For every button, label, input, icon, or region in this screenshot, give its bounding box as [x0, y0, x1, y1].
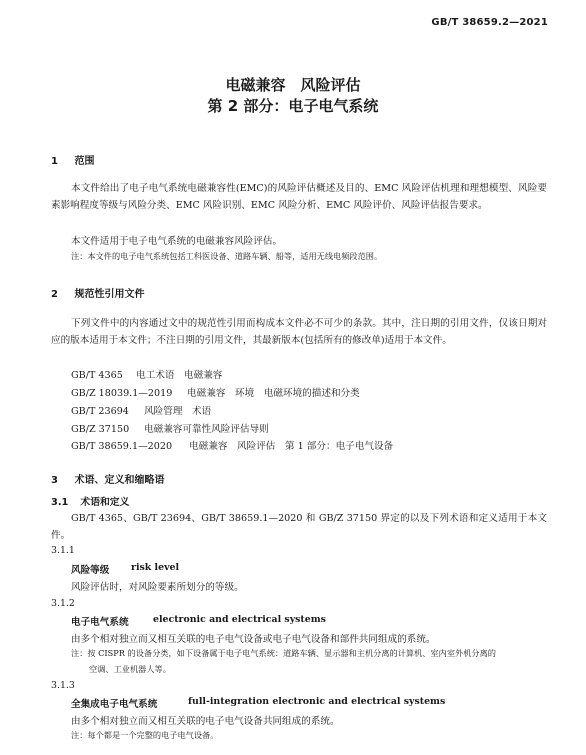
subsection-title: 术语和定义 [80, 497, 130, 508]
term-chinese: 风险等级 [71, 565, 110, 576]
reference-code: GB/T 38659.1—2020 [71, 441, 173, 452]
term-english: electronic and electrical systems [153, 614, 326, 625]
reference-title: 电工术语 电磁兼容 [136, 370, 223, 381]
scope-paragraph: 本文件给出了电子电气系统电磁兼容性(EMC)的风险评估概述及目的、EMC 风险评估机理和理想模型、风险要素影响程度等级与风险分类、EMC 风险识别、EMC 风险分析、EMC 风险评价、风险评估报告要求。 [51, 183, 547, 211]
term-chinese: 全集成电子电气系统 [71, 699, 158, 710]
section-number: 3 [51, 475, 58, 486]
reference-title: 电磁兼容 环境 电磁环境的描述和分类 [187, 388, 360, 399]
section-heading-normative-references [51, 285, 144, 300]
reference-code: GB/T 4365 [71, 370, 123, 381]
term-english: risk level [131, 562, 180, 573]
term-definition: 由多个相对独立而又相互关联的电子电气设备共同组成的系统。 [71, 716, 340, 727]
term-note: 注：按 CISPR 的设备分类，如下设备属于电子电气系统：道路车辆、显示器和主机分离的计算机、室内室外机分离的 [71, 648, 496, 658]
reference-code: GB/Z 37150 [71, 424, 130, 435]
section-number: 2 [51, 289, 58, 300]
subsection-number: 3.1 [51, 497, 69, 508]
reference-title: 风险管理 术语 [144, 406, 212, 417]
term-english: full-integration electronic and electrical systems [188, 696, 446, 707]
scope-note: 注：本文件的电子电气系统包括工科医设备、道路车辆、船等，适用无线电频段范围。 [71, 251, 383, 261]
section-heading-scope [51, 152, 94, 167]
term-definition: 风险评估时，对风险要素所划分的等级。 [71, 582, 244, 593]
term-definition: 由多个相对独立而又相互关联的电子电气设备或电子电气设备和部件共同组成的系统。 [71, 634, 436, 645]
clause-number: 3.1.3 [51, 680, 75, 691]
section-title: 规范性引用文件 [74, 289, 145, 300]
section-heading-terms [51, 471, 164, 486]
scope-applicability: 本文件适用于电子电气系统的电磁兼容风险评估。 [71, 236, 283, 247]
reference-title: 电磁兼容 风险评估 第 1 部分：电子电气设备 [189, 441, 394, 452]
document-subtitle: 第 2 部分：电子电气系统 [207, 97, 379, 115]
term-chinese: 电子电气系统 [71, 617, 129, 628]
subsection-heading-terms-definitions [51, 494, 129, 508]
section-title: 范围 [74, 156, 95, 167]
reference-code: GB/Z 18039.1—2019 [71, 388, 173, 399]
section-number: 1 [51, 156, 58, 167]
reference-item [71, 403, 211, 417]
clause-number: 3.1.2 [51, 598, 75, 609]
reference-item [71, 367, 222, 381]
reference-item [71, 421, 269, 435]
document-title: 电磁兼容 风险评估 [225, 76, 361, 94]
reference-title: 电磁兼容可靠性风险评估导则 [144, 424, 269, 435]
reference-item [71, 438, 393, 452]
term-note: 注：每个都是一个完整的电子电气设备。 [71, 730, 219, 740]
clause-number: 3.1.1 [51, 545, 75, 556]
normative-intro-paragraph: 下列文件中的内容通过文中的规范性引用而构成本文件必不可少的条款。其中，注日期的引用文件，仅该日期对应的版本适用于本文件；不注日期的引用文件，其最新版本(包括所有的修改单)适用于本文件。 [51, 318, 547, 346]
terms-intro-paragraph: GB/T 4365、GB/T 23694、GB/T 38659.1—2020 和 GB/Z 37150 界定的以及下列术语和定义适用于本文件。 [51, 513, 547, 541]
standard-code: GB/T 38659.2—2021 [431, 17, 548, 28]
section-title: 术语、定义和缩略语 [74, 475, 165, 486]
term-note-continuation: 空调、工业机器人等。 [89, 664, 171, 674]
reference-code: GB/T 23694 [71, 406, 129, 417]
reference-item [71, 385, 360, 399]
